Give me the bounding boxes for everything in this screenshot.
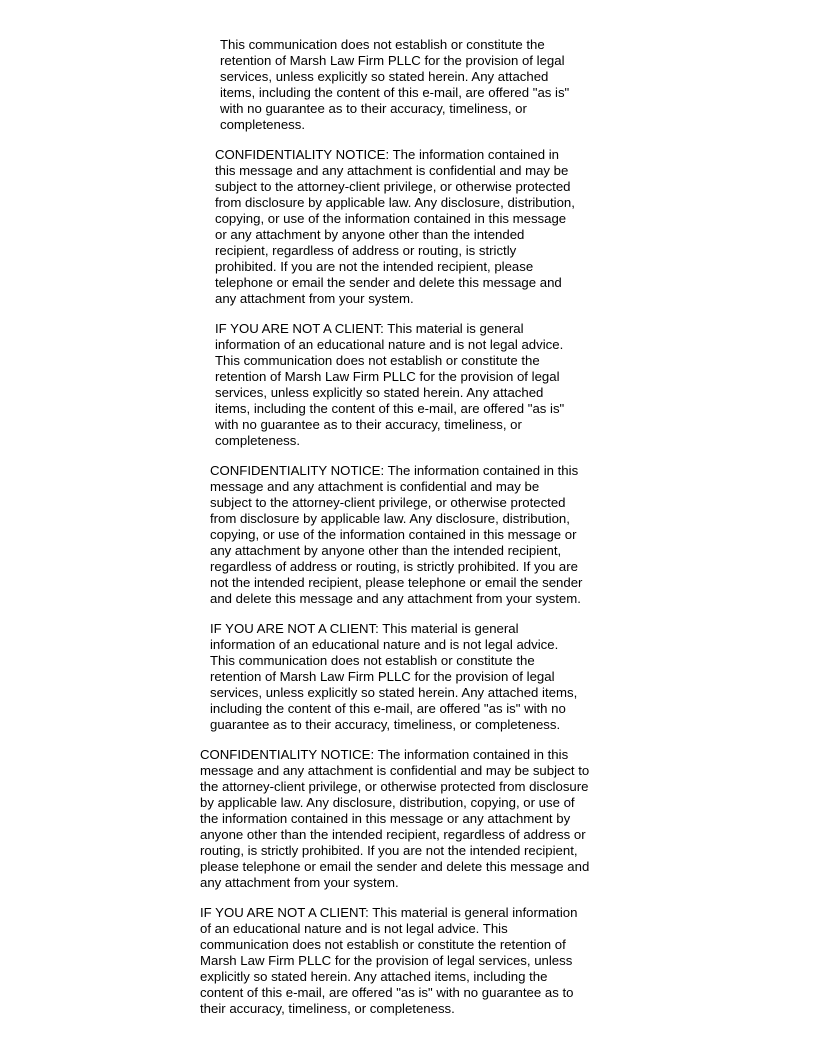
not-a-client-paragraph: IF YOU ARE NOT A CLIENT: This material is general information of an educational nature and is not legal advice. This communication does not establish or constitute the retention of Marsh Law Firm PLLC for the provision of legal services, unless explicitly so stated herein. Any attached items, including the content of this e-mail, are offered "as is" with no guarantee as to their accuracy, timeliness, or completeness.	[200, 905, 578, 1016]
confidentiality-notice-paragraph: CONFIDENTIALITY NOTICE: The information contained in this message and any attachment is confidential and may be subject to the attorney-client privilege, or otherwise protected from disclosure by applicable law. Any disclosure, distribution, copying, or use of the information contained in this message or any attachment by anyone other than the intended recipient, regardless of address or routing, is strictly prohibited. If you are not the intended recipient, please telephone or email the sender and delete this message and any attachment from your system.	[200, 747, 590, 890]
retention-disclaimer-paragraph: This communication does not establish or constitute the retention of Marsh Law Firm PLLC for the provision of legal services, unless explicitly so stated herein. Any attached items, including the content of this e-mail, are offered "as is" with no guarantee as to their accuracy, timeliness, or completeness.	[220, 37, 570, 132]
confidentiality-notice-paragraph: CONFIDENTIALITY NOTICE: The information contained in this message and any attachment is confidential and may be subject to the attorney-client privilege, or otherwise protected from disclosure by applicable law. Any disclosure, distribution, copying, or use of the information contained in this message or any attachment by anyone other than the intended recipient, regardless of address or routing, is strictly prohibited. If you are not the intended recipient, please telephone or email the sender and delete this message and any attachment from your system.	[215, 147, 575, 306]
not-a-client-paragraph: IF YOU ARE NOT A CLIENT: This material is general information of an educational nature and is not legal advice. This communication does not establish or constitute the retention of Marsh Law Firm PLLC for the provision of legal services, unless explicitly so stated herein. Any attached items, including the content of this e-mail, are offered "as is" with no guarantee as to their accuracy, timeliness, or completeness.	[215, 321, 565, 448]
confidentiality-notice-paragraph: CONFIDENTIALITY NOTICE: The information contained in this message and any attachment is confidential and may be subject to the attorney-client privilege, or otherwise protected from disclosure by applicable law. Any disclosure, distribution, copying, or use of the information contained in this message or any attachment by anyone other than the intended recipient, regardless of address or routing, is strictly prohibited. If you are not the intended recipient, please telephone or email the sender and delete this message and any attachment from your system.	[210, 463, 583, 606]
not-a-client-paragraph: IF YOU ARE NOT A CLIENT: This material is general information of an educational nature and is not legal advice. This communication does not establish or constitute the retention of Marsh Law Firm PLLC for the provision of legal services, unless explicitly so stated herein. Any attached items, including the content of this e-mail, are offered "as is" with no guarantee as to their accuracy, timeliness, or completeness.	[210, 621, 578, 732]
